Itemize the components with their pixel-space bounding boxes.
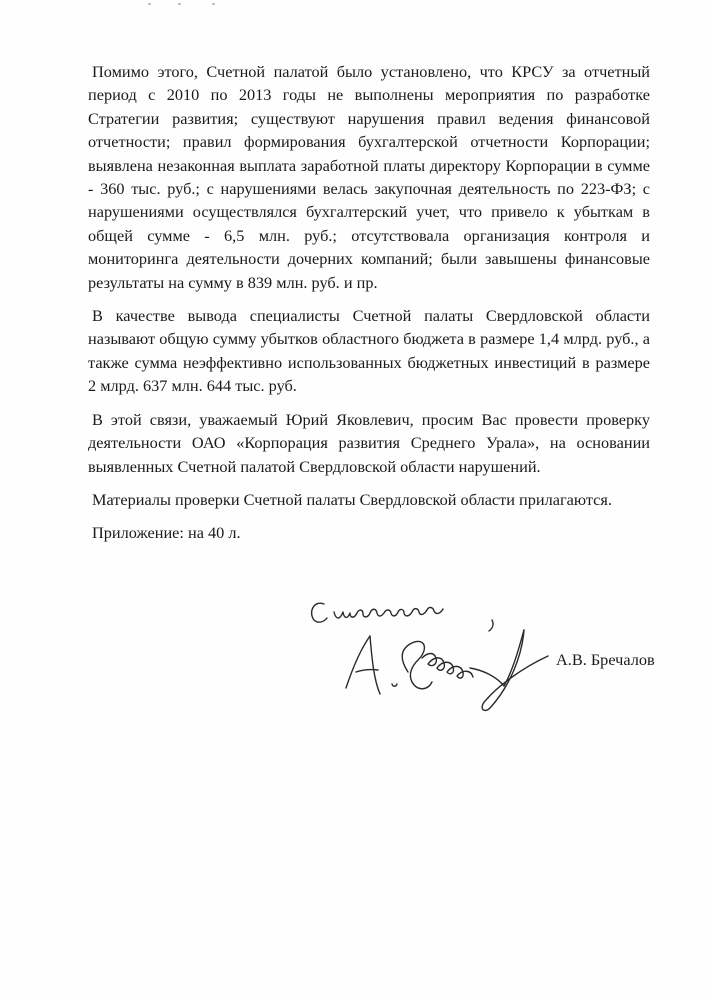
paragraph-attachment: Приложение: на 40 л. (92, 523, 241, 543)
paragraph-findings: Помимо этого, Счетной палатой было установлено, что КРСУ за отчетный период с 2010 по 2013 годы не выполнены мероприятия по разработке Стратегии развития; существуют нарушения правил ведения финансовой отчетности; правил формирования бухгалтерской отчетности Корпорации; выявлена незаконная выплата заработной платы директору Корпорации в сумме - 360 тыс. руб.; с нарушениями велась закупочная деятельность по 223-ФЗ; с нарушениями осуществлялся бухгалтерский учет, что привело к убыткам в общей сумме - 6,5 млн. руб.; отсутствовала организация контроля и мониторинга деятельности дочерних компаний; были завышены финансовые результаты на сумму в 839 млн. руб. и пр. (88, 62, 650, 292)
scan-speck (148, 3, 151, 5)
paragraph-request: В этой связи, уважаемый Юрий Яковлевич, просим Вас провести проверку деятельности ОАО «Корпорация развития Среднего Урала», на основании выявленных Счетной палатой Свердловской области нарушений. (88, 409, 650, 476)
signatory-name: А.В. Бречалов (556, 650, 655, 669)
scan-speck (178, 3, 181, 5)
signature-drawing (300, 590, 560, 720)
letter-body (88, 60, 650, 545)
paragraph-materials: Материалы проверки Счетной палаты Свердловской области прилагаются. (92, 489, 612, 509)
paragraph-conclusion: В качестве вывода специалисты Счетной палаты Свердловской области называют общую сумму убытков областного бюджета в размере 1,4 млрд. руб., а также сумма неэффективно использованных бюджетных инвестиций в размере 2 млрд. 637 млн. 644 тыс. руб. (88, 306, 650, 396)
handwritten-signature (300, 590, 560, 720)
scan-speck (212, 3, 215, 5)
